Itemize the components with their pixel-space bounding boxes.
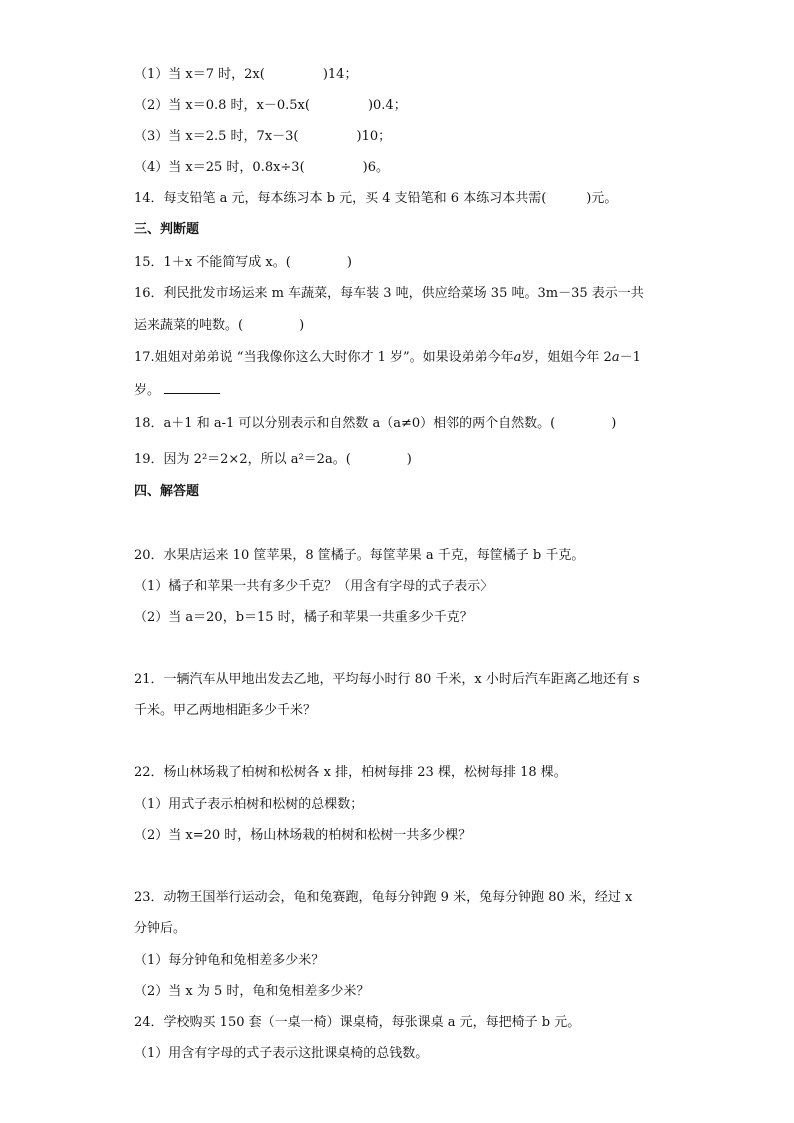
question-24: 24．学校购买 150 套（一桌一椅）课桌椅，每张课桌 a 元，每把椅子 b 元。 xyxy=(134,1015,581,1030)
question-16-line-1: 16．利民批发市场运来 m 车蔬菜，每车装 3 吨，供应给菜场 35 吨。3m－35 表示一共 xyxy=(134,286,644,301)
section-heading-solve: 四、解答题 xyxy=(134,484,200,499)
question-21-line-2: 千米。甲乙两地相距多少千米？ xyxy=(134,703,317,718)
question-23-line-2: 分钟后。 xyxy=(134,921,187,936)
question-13-part-2: （2）当 x＝0.8 时，x－0.5x( )0.4； xyxy=(134,98,407,113)
question-13-part-4: （4）当 x＝25 时，0.8x÷3( )6。 xyxy=(134,160,389,175)
question-22-part-2: （2）当 x=20 时，杨山林场栽的柏树和松树一共多少棵？ xyxy=(134,828,472,843)
question-17-line-1: 17.姐姐对弟弟说 “当我像你这么大时你才 1 岁”。如果设弟弟今年a岁，姐姐今年 2a－1 xyxy=(134,350,641,365)
question-20: 20．水果店运来 10 筐苹果，8 筐橘子。每筐苹果 a 千克，每筐橘子 b 千克。 xyxy=(134,548,585,563)
section-heading-judgement: 三、判断题 xyxy=(134,222,200,237)
question-23-part-1: （1）每分钟龟和兔相差多少米？ xyxy=(134,953,325,968)
question-23-part-2: （2）当 x 为 5 时，龟和兔相差多少米？ xyxy=(134,984,370,999)
question-19: 19．因为 2²＝2×2，所以 a²＝2a。( ) xyxy=(134,452,412,467)
question-22: 22．杨山林场栽了柏树和松树各 x 排，柏树每排 23 棵，松树每排 18 棵。 xyxy=(134,765,567,780)
question-16-line-2: 运来蔬菜的吨数。( ) xyxy=(134,318,305,333)
question-13-part-1: （1）当 x＝7 时，2x( )14； xyxy=(134,67,358,82)
question-22-part-1: （1）用式子表示柏树和松树的总棵数； xyxy=(134,797,364,812)
question-13-part-3: （3）当 x＝2.5 时，7x－3( )10； xyxy=(134,129,392,144)
question-20-part-1: （1）橘子和苹果一共有多少千克？（用含有字母的式子表示〉 xyxy=(134,579,494,594)
answer-underline[interactable] xyxy=(164,380,220,394)
question-24-part-1: （1）用含有字母的式子表示这批课桌椅的总钱数。 xyxy=(134,1046,429,1061)
question-15: 15．1＋x 不能简写成 x。( ) xyxy=(134,255,352,270)
question-17-line-2: 岁。 xyxy=(134,380,674,401)
question-18: 18．a＋1 和 a-1 可以分别表示和自然数 a（a≠0）相邻的两个自然数。( ) xyxy=(134,416,617,431)
question-21-line-1: 21．一辆汽车从甲地出发去乙地，平均每小时行 80 千米，x 小时后汽车距离乙地还有 s xyxy=(134,672,640,687)
question-23-line-1: 23．动物王国举行运动会，龟和兔赛跑，龟每分钟跑 9 米，兔每分钟跑 80 米，经过 x xyxy=(134,890,633,905)
question-20-part-2: （2）当 a＝20，b＝15 时，橘子和苹果一共重多少千克？ xyxy=(134,610,473,625)
question-14: 14．每支铅笔 a 元，每本练习本 b 元，买 4 支铅笔和 6 本练习本共需( )元。 xyxy=(134,191,618,206)
